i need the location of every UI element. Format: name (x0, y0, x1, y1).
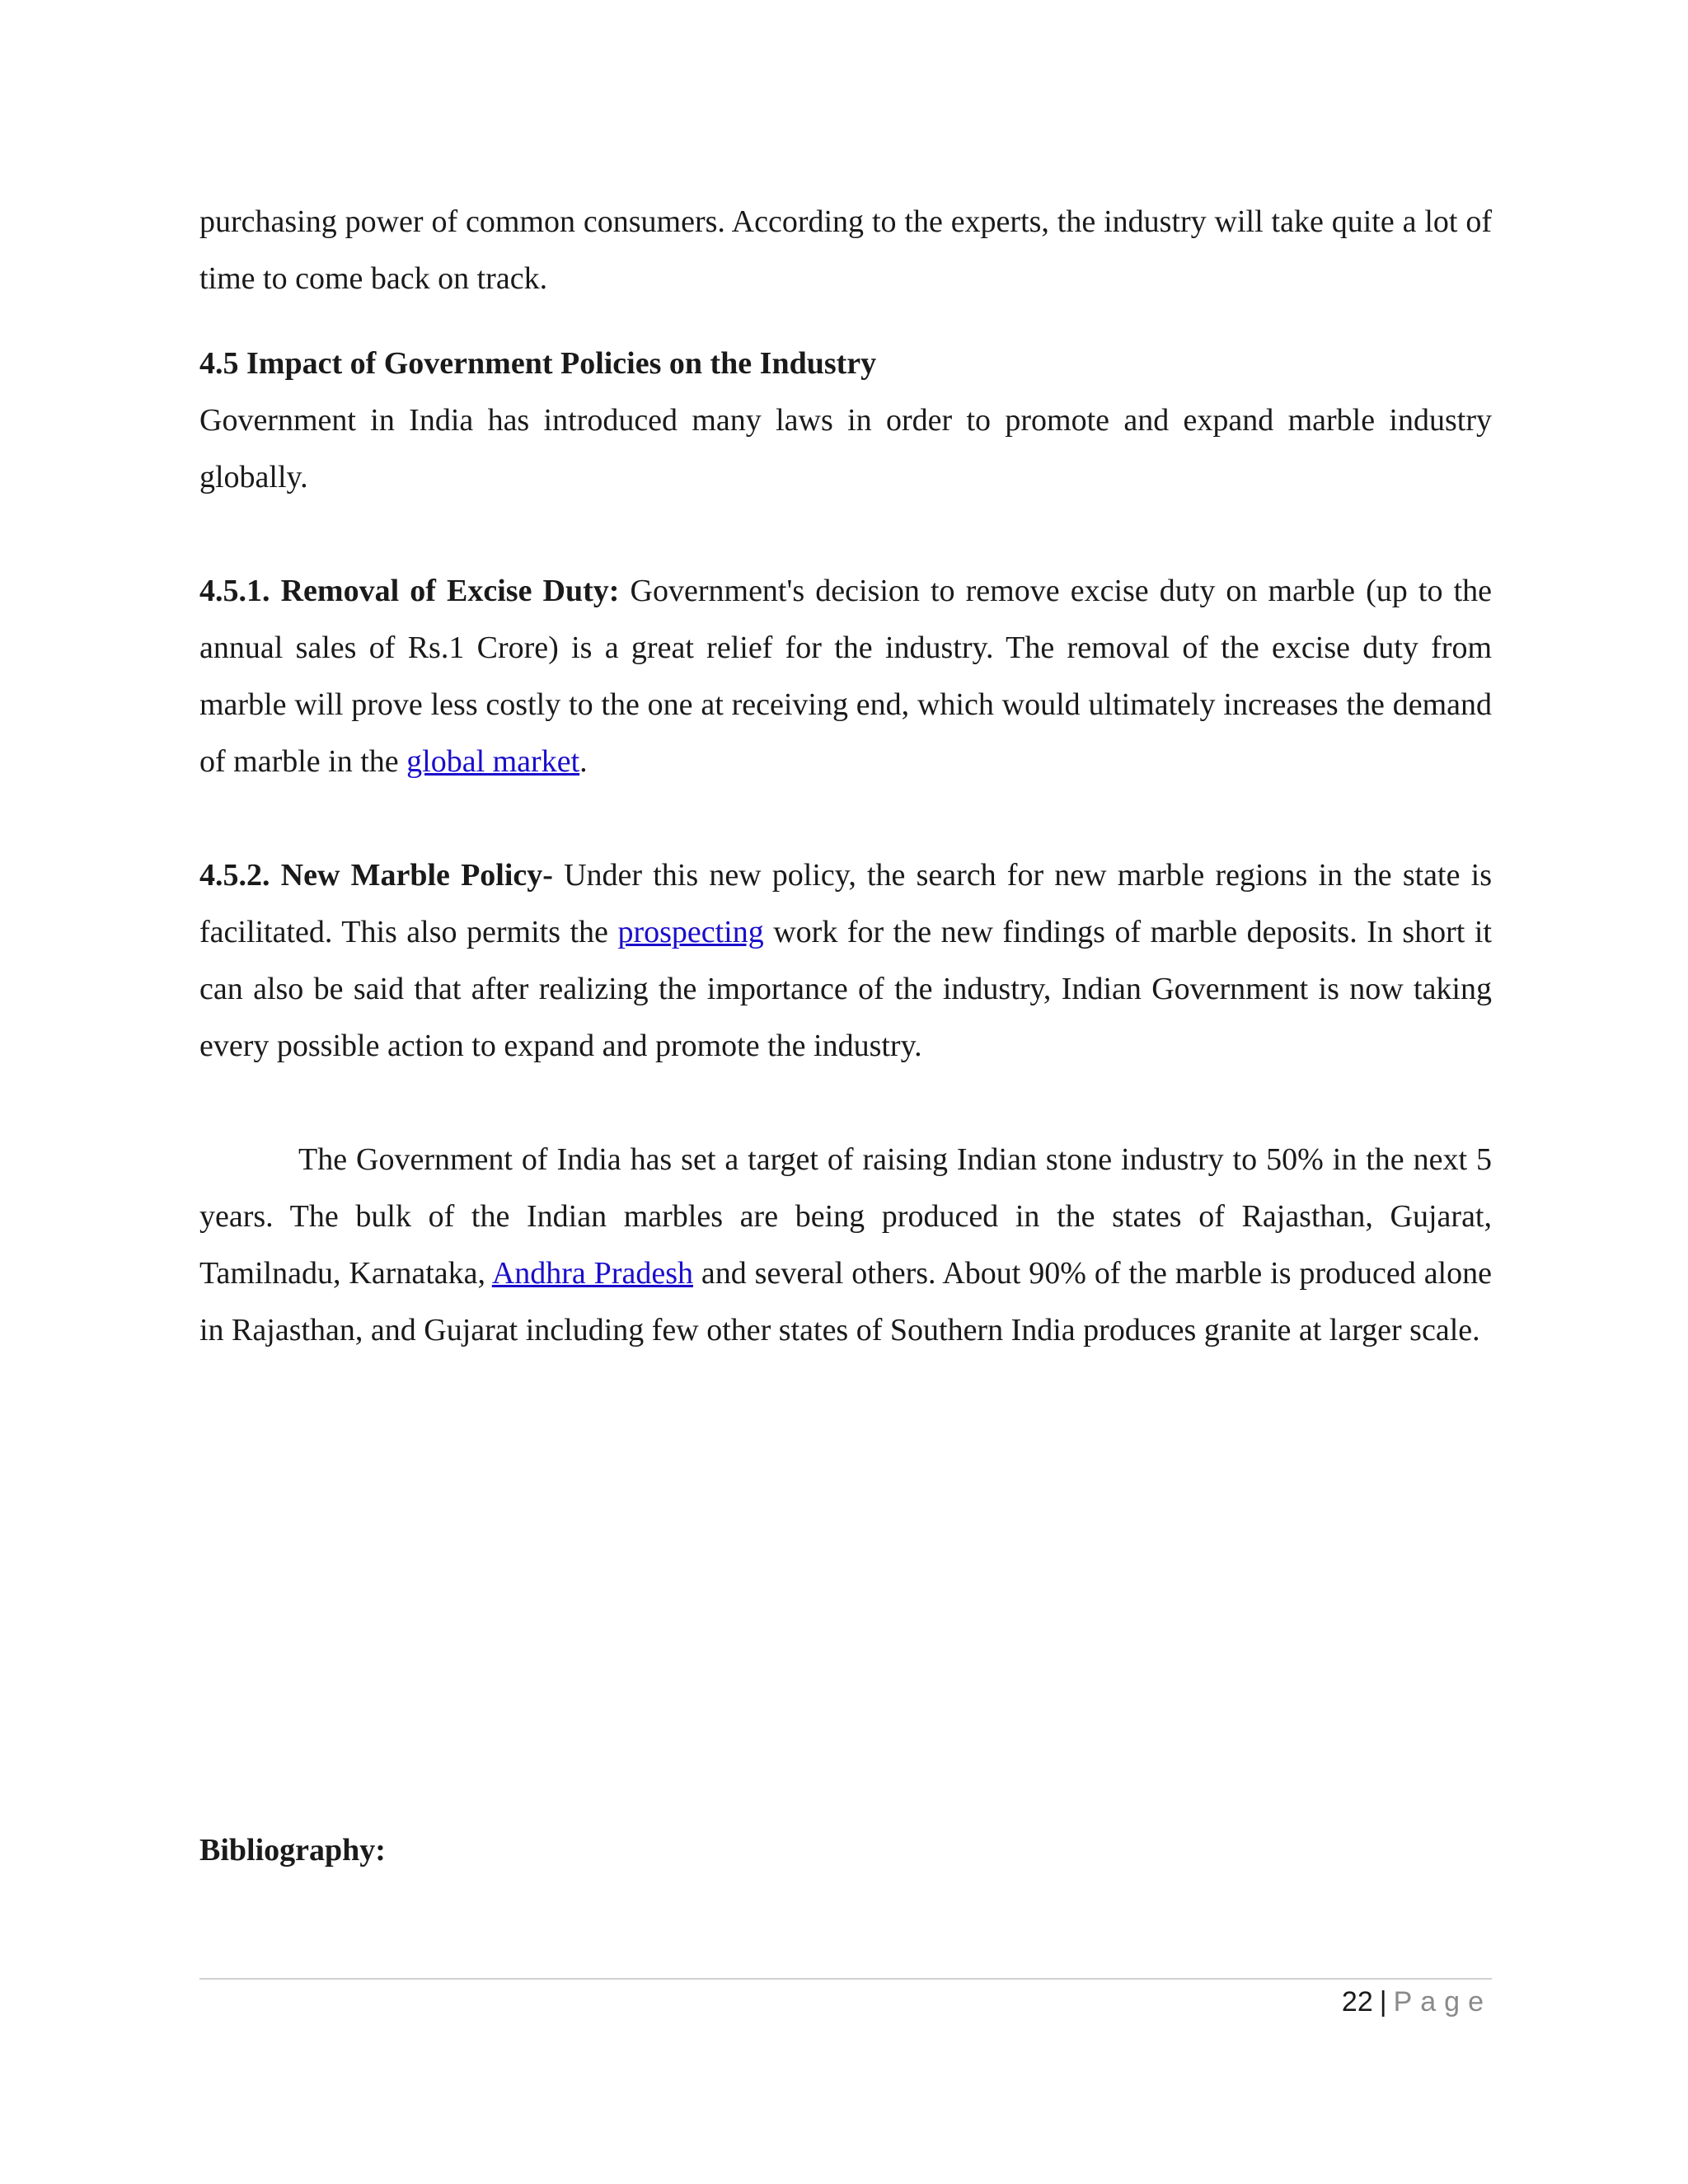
paragraph-purchasing-power: purchasing power of common consumers. According to the experts, the industry will take quite a lot of time to come back on track. (199, 204, 1492, 296)
paragraph-removal-excise-duty (199, 563, 1492, 790)
excise-duty-text: Government's decision to remove excise duty on marble (up to the annual sales of Rs.1 Crore) is a great relief for the industry. The removal of the excise duty from marble will prove less costly to the one at receiving end, which would ultimately increases the demand of marble in the (199, 574, 1493, 779)
page-label: Page (1393, 1986, 1492, 2018)
marble-policy-text-end: work for the new findings of marble deposits. In short it can also be said that after realizing the importance of the industry, Indian Government is now taking every possible action to expand and promote the industry. (199, 915, 1492, 1063)
page-footer (1342, 1981, 1492, 2022)
footer-divider (199, 1978, 1492, 1980)
target-text-end: and several others. About 90% of the marble is produced alone in Rajasthan, and Gujarat including few other states of Southern India produces granite at larger scale. (199, 1256, 1492, 1347)
paragraph-government-laws: Government in India has introduced many laws in order to promote and expand marble industry globally. (199, 403, 1492, 494)
page-number: 22 (1341, 1986, 1373, 2018)
bibliography-heading: Bibliography: (199, 1833, 386, 1868)
subsection-title-4-5-1: 4.5.1. Removal of Excise Duty: (199, 574, 620, 608)
section-heading-4-5: 4.5 Impact of Government Policies on the Industry (199, 346, 877, 381)
marble-policy-text: Under this new policy, the search for new marble regions in the state is facilitated. This also permits the (199, 858, 1492, 949)
footer-separator: | (1379, 1986, 1387, 2018)
andhra-pradesh-link[interactable]: Andhra Pradesh (491, 1256, 693, 1291)
page-content (199, 194, 1492, 1359)
global-market-link[interactable]: global market (406, 744, 580, 779)
paragraph-stone-industry-target (199, 1132, 1492, 1359)
subsection-title-4-5-2: 4.5.2. New Marble Policy- (199, 858, 553, 893)
target-text: The Government of India has set a target of raising Indian stone industry to 50% in the next 5 years. The bulk of the Indian marbles are being produced in the states of Rajasthan, Gujarat, Tamilnadu, Karnataka, (199, 1142, 1492, 1291)
paragraph-new-marble-policy (199, 847, 1492, 1075)
prospecting-link[interactable]: prospecting (617, 915, 764, 949)
excise-duty-text-end: . (579, 744, 588, 779)
